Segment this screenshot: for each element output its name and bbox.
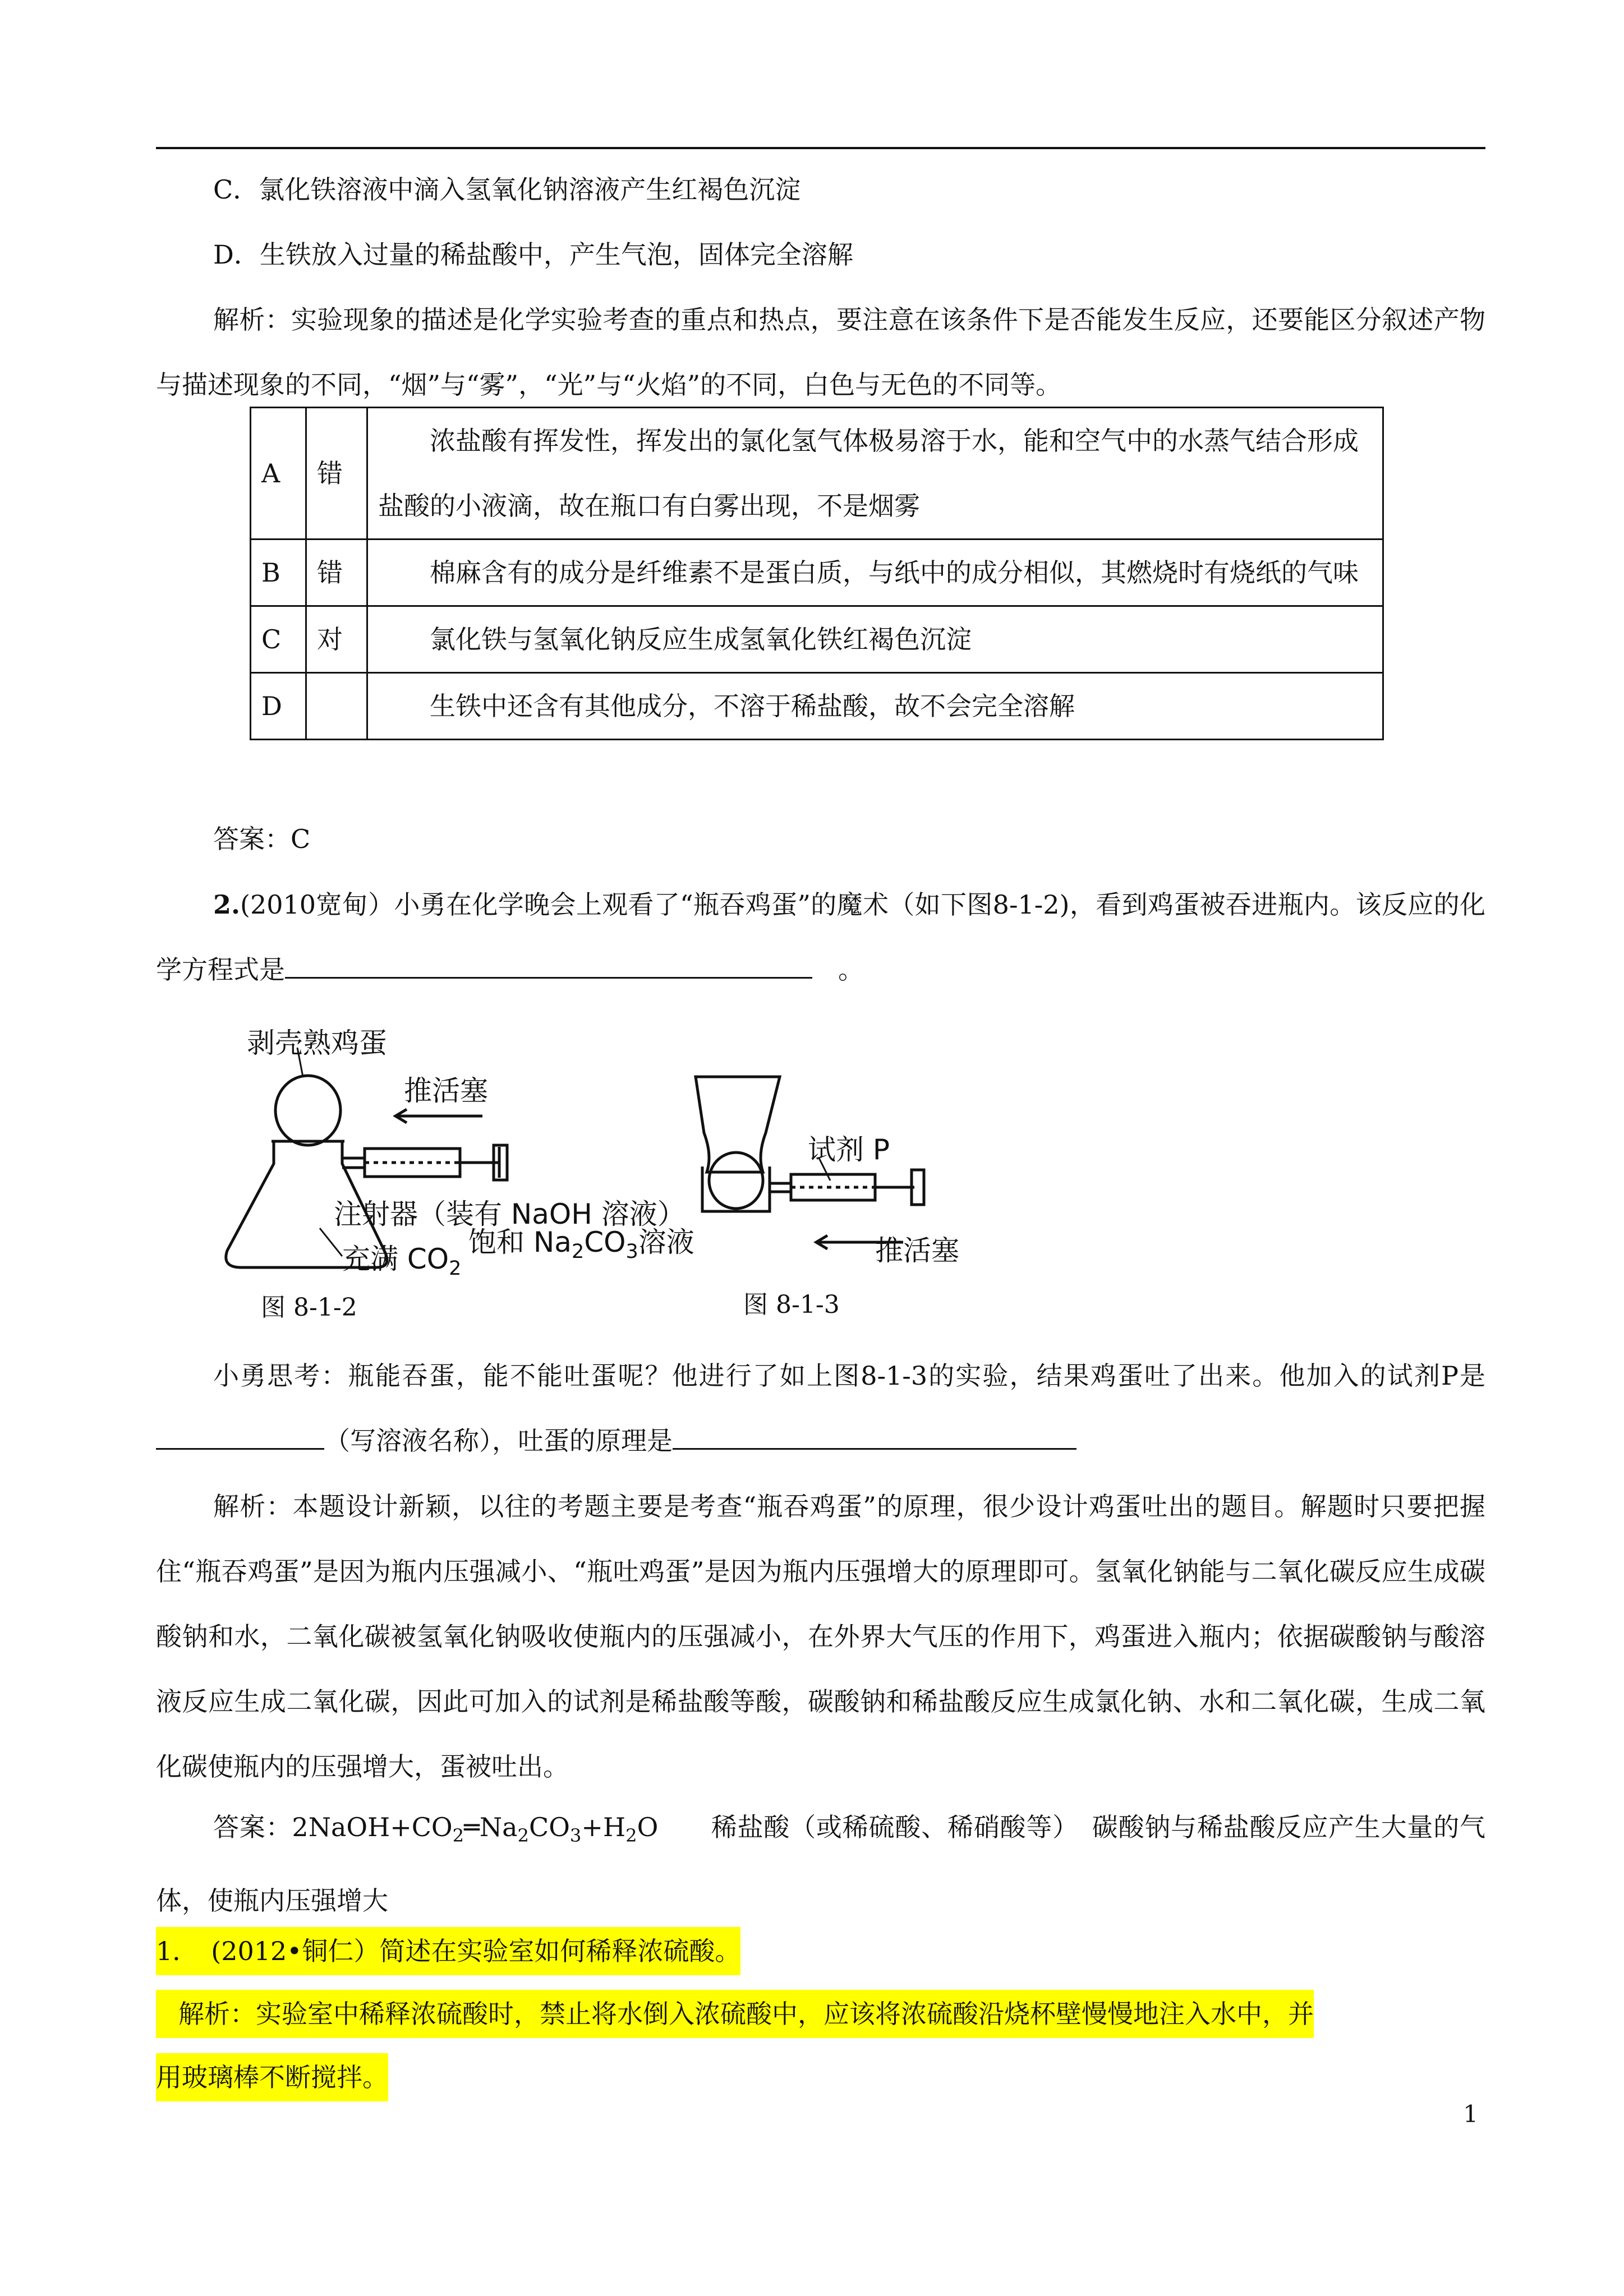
push-plunger-label-2: 推活塞 (875, 1234, 959, 1267)
table-reason: 生铁中还含有其他成分，不溶于稀盐酸，故不会完全溶解 (367, 673, 1383, 740)
option-d: D．生铁放入过量的稀盐酸中，产生气泡，固体完全溶解 (213, 239, 853, 270)
push-plunger-label-1: 推活塞 (404, 1075, 488, 1107)
page-number: 1 (1463, 2100, 1478, 2128)
question-2b: 小勇思考：瓶能吞蛋，能不能吐蛋呢？他进行了如上图8-1-3的实验，结果鸡蛋吐了出来。他加入的试剂P是（写溶液名称），吐蛋的原理是 (156, 1343, 1485, 1473)
table-option: D (251, 673, 306, 740)
analysis-table (250, 407, 1384, 740)
question-number: 2. (213, 889, 241, 920)
egg-label: 剥壳熟鸡蛋 (247, 1027, 387, 1059)
table-reason: 氯化铁与氢氧化钠反应生成氢氧化铁红褐色沉淀 (367, 606, 1383, 673)
table-verdict (306, 673, 367, 740)
figure-caption-8-1-3: 图 8-1-3 (743, 1290, 840, 1319)
answer-blank-equation[interactable] (285, 955, 812, 979)
analysis-3-line-1: 解析：实验室中稀释浓硫酸时，禁止将水倒入浓硫酸中，应该将浓硫酸沿烧杯壁慢慢地注入水中，并 (156, 1990, 1314, 2038)
table-option: A (251, 408, 306, 540)
co2-label: 充满 $CO_2$ (342, 1243, 462, 1280)
question-3: 1． (2012•铜仁）简述在实验室如何稀释浓硫酸。 (156, 1927, 740, 1975)
table-reason: 浓盐酸有挥发性，挥发出的氯化氢气体极易溶于水，能和空气中的水蒸气结合形成盐酸的小液滴，故在瓶口有白雾出现，不是烟雾 (367, 408, 1383, 540)
analysis-3-line-2: 用玻璃棒不断搅拌。 (156, 2053, 388, 2101)
table-verdict: 对 (306, 606, 367, 673)
analysis-1: 解析：实验现象的描述是化学实验考查的重点和热点，要注意在该条件下是否能发生反应，还要能区分叙述产物与描述现象的不同，“烟”与“雾”，“光”与“火焰”的不同，白色与无色的不同等。 (156, 305, 1485, 400)
answer-blank-reagent[interactable] (156, 1426, 324, 1450)
table-row (251, 540, 1383, 606)
table-row (251, 606, 1383, 673)
answer-1: 答案：C (213, 824, 311, 854)
header-rule (156, 147, 1485, 149)
table-option: C (251, 606, 306, 673)
table-row (251, 408, 1383, 540)
table-verdict: 错 (306, 540, 367, 606)
na2co3-label: 饱和 $Na_2CO_3$溶液 (468, 1226, 694, 1263)
table-verdict: 错 (306, 408, 367, 540)
answer-blank-principle[interactable] (673, 1426, 1076, 1450)
table-reason: 棉麻含有的成分是纤维素不是蛋白质，与纸中的成分相似，其燃烧时有烧纸的气味 (367, 540, 1383, 606)
table-option: B (251, 540, 306, 606)
reagent-p-label: 试剂 P (808, 1133, 890, 1166)
answer-2: 答案：$2NaOH+CO_2═Na_2CO_3+H_2O$ 稀盐酸（或稀硫酸、稀硝酸等） 碳酸钠与稀盐酸反应产生大量的气体，使瓶内压强增大 (156, 1812, 1486, 1916)
table-row (251, 673, 1383, 740)
figure-caption-8-1-2: 图 8-1-2 (261, 1293, 357, 1322)
option-c: C．氯化铁溶液中滴入氢氧化钠溶液产生红褐色沉淀 (213, 174, 801, 205)
question-2: 2.(2010宽甸）小勇在化学晚会上观看了“瓶吞鸡蛋”的魔术（如下图8-1-2)，看到鸡蛋被吞进瓶内。该反应的化学方程式是 。 (156, 889, 1485, 985)
syringe-label: 注射器（装有 NaOH 溶液） (334, 1198, 686, 1230)
analysis-2: 解析：本题设计新颖，以往的考题主要是考查“瓶吞鸡蛋”的原理，很少设计鸡蛋吐出的题目。解题时只要把握住“瓶吞鸡蛋”是因为瓶内压强减小、“瓶吐鸡蛋”是因为瓶内压强增大的原理即可。氢氧化钠能与二氧化碳反应生成碳酸钠和水，二氧化碳被氢氧化钠吸收使瓶内的压强减小，在外界大气压的作用下，鸡蛋进入瓶内；依据碳酸钠与酸溶液反应生成二氧化碳，因此可加入的试剂是稀盐酸等酸，碳酸钠和稀盐酸反应生成氯化钠、水和二氧化碳，生成二氧化碳使瓶内的压强增大，蛋被吐出。 (156, 1491, 1485, 1782)
